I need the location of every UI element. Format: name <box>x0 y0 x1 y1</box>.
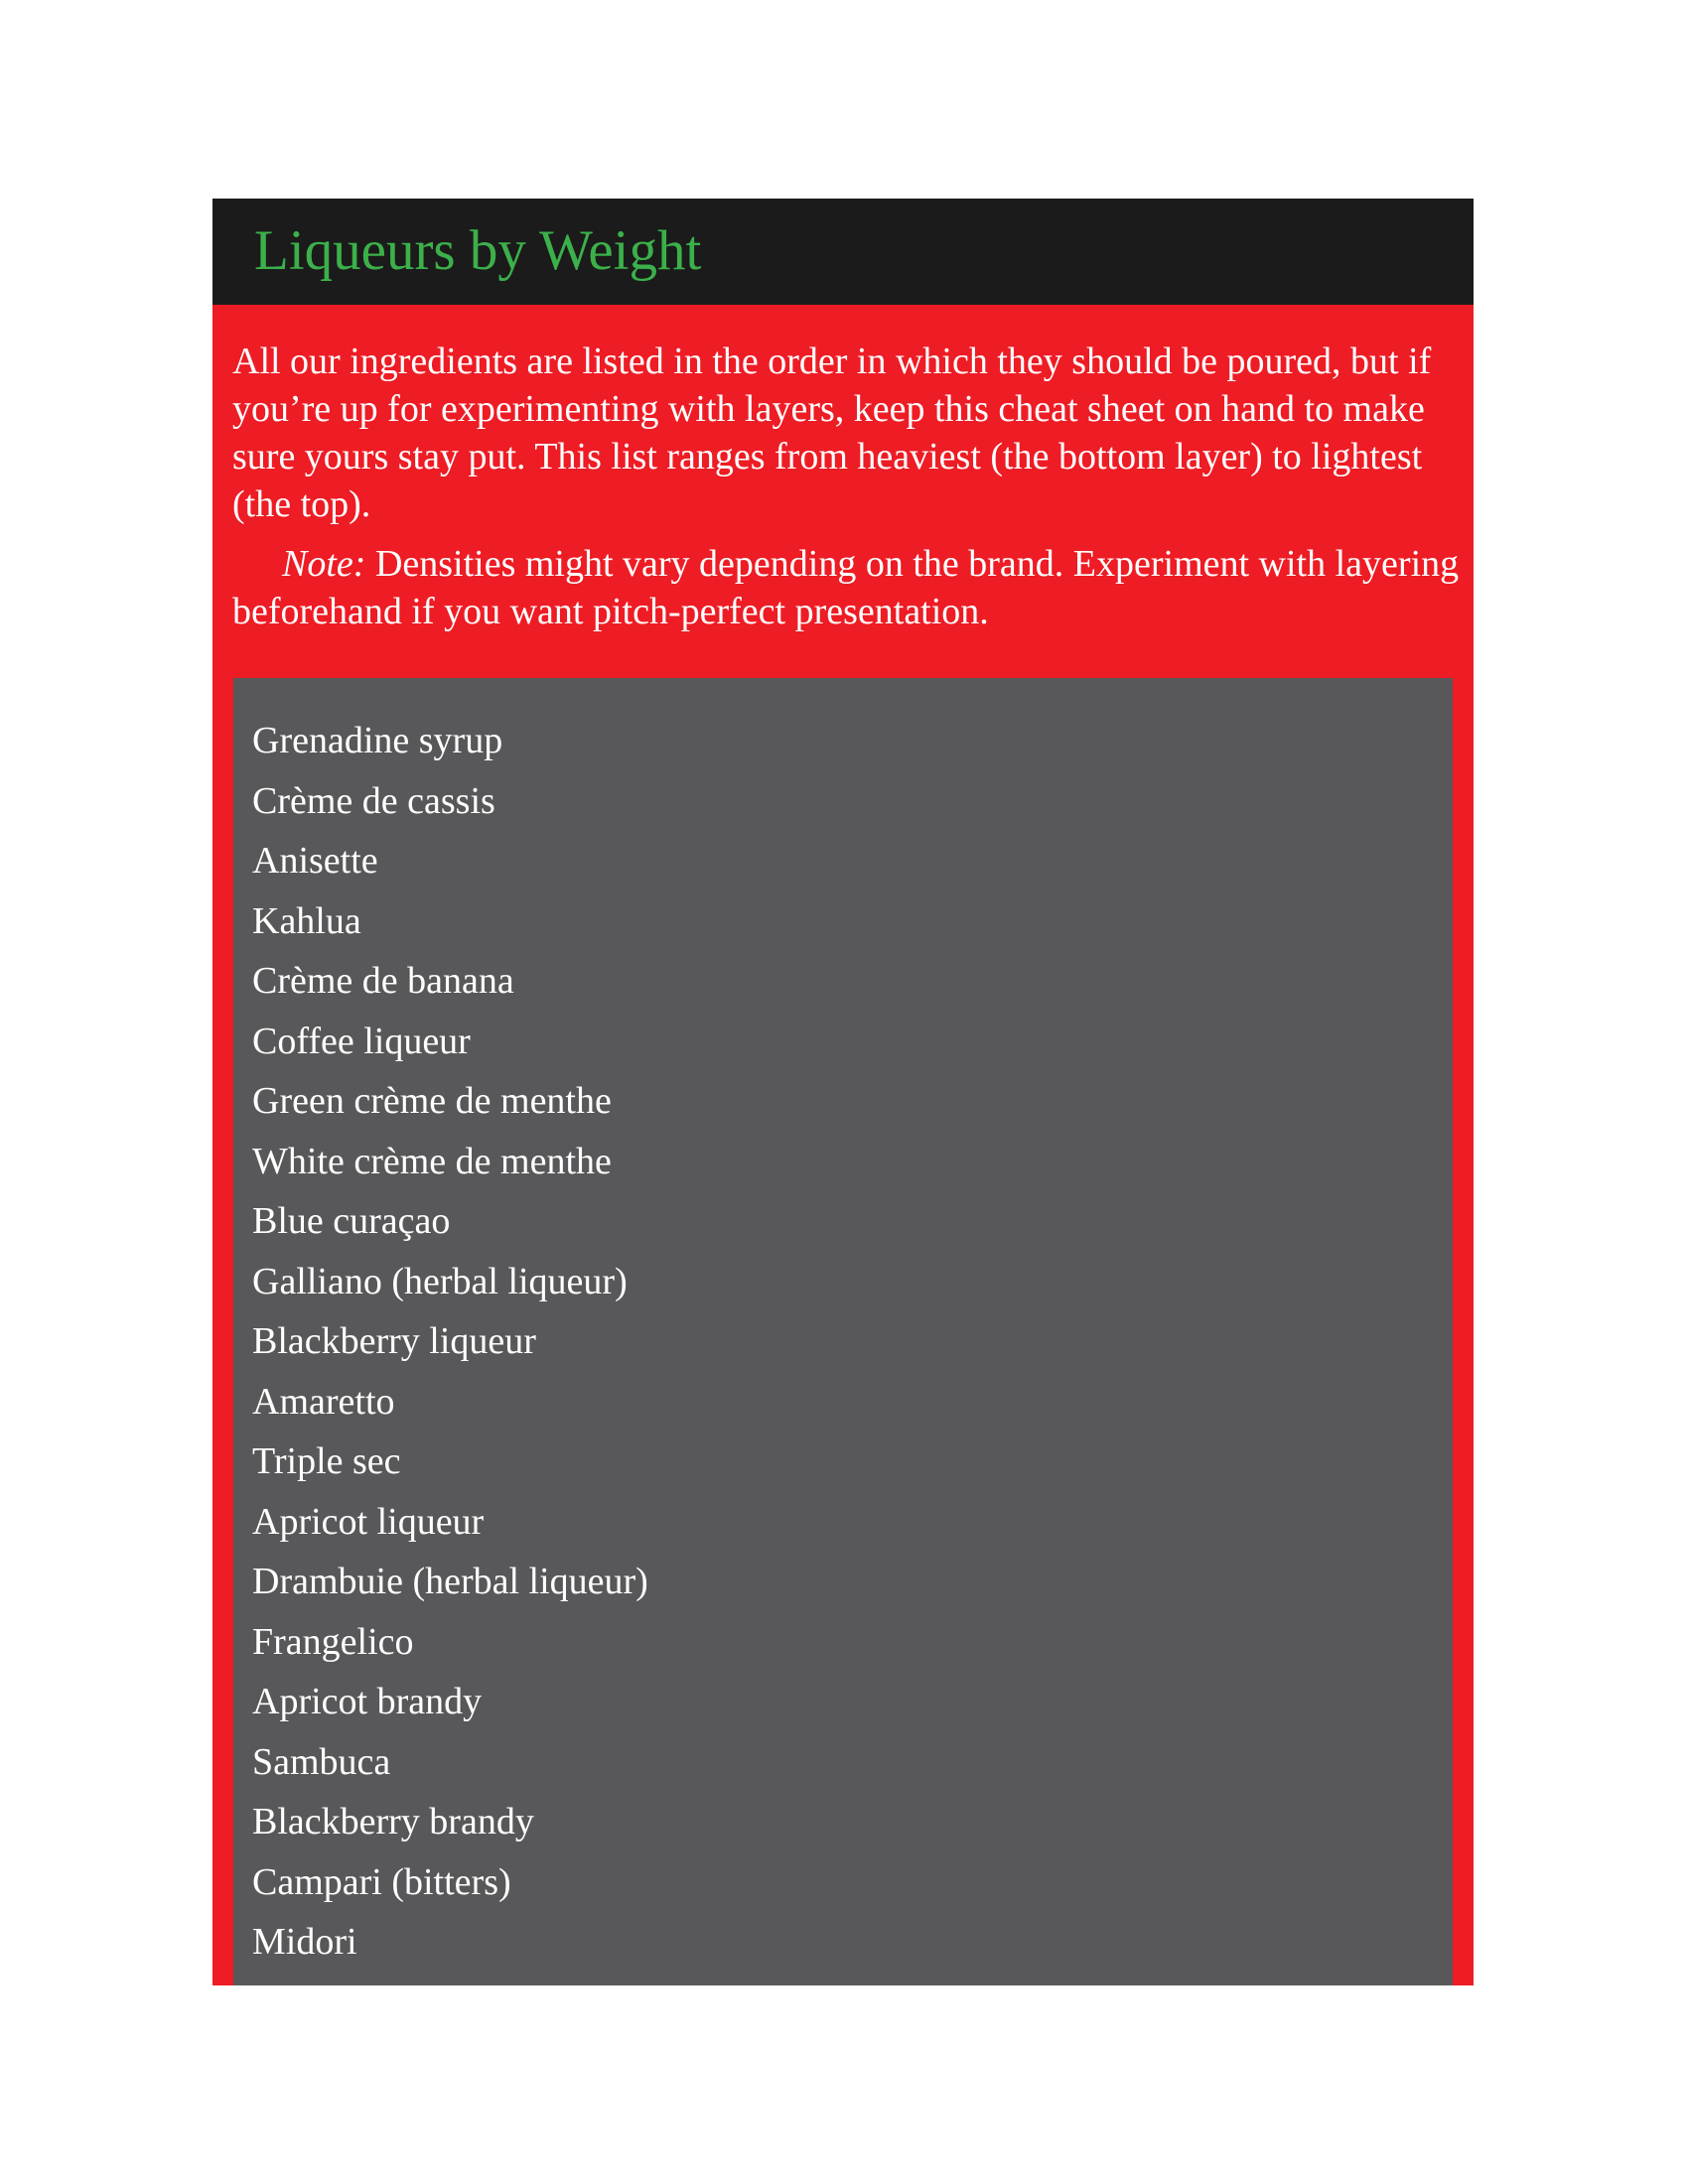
liqueurs-panel <box>212 199 1474 1985</box>
list-item: Frangelico <box>252 1620 414 1663</box>
liqueur-list-box <box>233 678 1453 1985</box>
list-item: Kahlua <box>252 899 361 942</box>
list-item: Anisette <box>252 840 378 882</box>
list-item: Blue curaçao <box>252 1200 451 1242</box>
note-label: Note: <box>282 543 366 585</box>
note-paragraph <box>232 540 1464 635</box>
list-item: Apricot liqueur <box>252 1500 485 1543</box>
list-item: Amaretto <box>252 1380 395 1423</box>
list-item: Blackberry brandy <box>252 1801 534 1843</box>
list-item: Crème de cassis <box>252 779 495 822</box>
list-item: Coffee liqueur <box>252 1020 471 1062</box>
liqueur-list <box>252 711 648 1973</box>
list-item: Grenadine syrup <box>252 720 503 761</box>
list-item: Blackberry liqueur <box>252 1320 536 1362</box>
list-item: Crème de banana <box>252 960 514 1002</box>
list-item: Green crème de menthe <box>252 1080 612 1122</box>
list-item: Apricot brandy <box>252 1681 483 1722</box>
intro-paragraph: All our ingredients are listed in the order in which they should be poured, but if you’re up for experimenting with layers, keep this cheat sheet on hand to make sure yours stay put. This list ranges from heaviest (the bottom layer) to lightest (the top). <box>232 341 1432 525</box>
title-bar <box>212 199 1474 305</box>
list-item: Campari (bitters) <box>252 1860 511 1903</box>
list-item: Triple sec <box>252 1440 401 1482</box>
list-item: White crème de menthe <box>252 1140 612 1182</box>
list-item: Midori <box>252 1921 357 1963</box>
list-item: Sambuca <box>252 1740 391 1783</box>
intro-text <box>232 338 1464 635</box>
page-title: Liqueurs by Weight <box>254 219 702 282</box>
list-item: Drambuie (herbal liqueur) <box>252 1561 648 1602</box>
list-item: Galliano (herbal liqueur) <box>252 1260 628 1302</box>
note-text: Densities might vary depending on the brand. Experiment with layering beforehand if you want pitch-perfect presentation. <box>232 543 1460 632</box>
